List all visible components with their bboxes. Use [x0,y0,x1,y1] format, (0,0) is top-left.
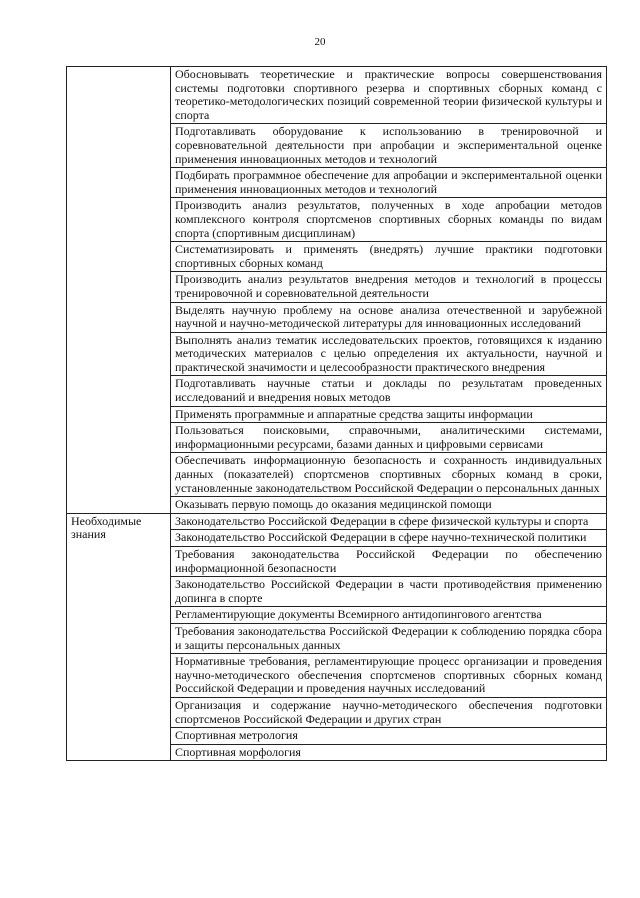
requirement-item: Подготавливать оборудование к использованию в тренировочной и соревновательной деятельности при апробации и экспериментальной оценке применения инновационных методов и технологий [171,124,607,168]
table-body [67,67,607,761]
requirement-item: Спортивная морфология [171,744,607,761]
requirement-item: Законодательство Российской Федерации в сфере научно-технической политики [171,530,607,547]
section-label-skills [67,67,171,514]
requirement-item: Регламентирующие документы Всемирного антидопингового агентства [171,607,607,624]
requirement-item: Подготавливать научные статьи и доклады по результатам проведенных исследований и внедрения новых методов [171,376,607,406]
requirement-item: Пользоваться поисковыми, справочными, аналитическими системами, информационными ресурсами, базами данных и цифровыми сервисами [171,423,607,453]
requirement-item: Обосновывать теоретические и практические вопросы совершенствования системы подготовки спортивного резерва и спортивных сборных команд с теоретико-методологических позиций современной теории физической культуры и спорта [171,67,607,124]
requirement-item: Систематизировать и применять (внедрять) лучшие практики подготовки спортивных сборных команд [171,242,607,272]
requirement-item: Законодательство Российской Федерации в части противодействия применению допинга в спорте [171,577,607,607]
requirements-table [66,66,607,761]
requirement-item: Производить анализ результатов внедрения методов и технологий в процессы тренировочной и соревновательной деятельности [171,272,607,302]
page-number: 20 [314,36,326,48]
requirement-item: Производить анализ результатов, полученных в ходе апробации методов комплексного контроля спортсменов спортивных сборных команды по видам спорта (спортивным дисциплинам) [171,198,607,242]
requirement-item: Требования законодательства Российской Федерации по обеспечению информационной безопасности [171,547,607,577]
table-row [67,67,607,124]
requirement-item: Обеспечивать информационную безопасность и сохранность индивидуальных данных (показателей) спортсменов спортивных сборных команд в сроки, установленные законодательством Российской Федерации о персональных данных [171,453,607,497]
requirement-item: Подбирать программное обеспечение для апробации и экспериментальной оценки применения инновационных методов и технологий [171,168,607,198]
requirement-item: Законодательство Российской Федерации в сфере физической культуры и спорта [171,513,607,530]
requirement-item: Нормативные требования, регламентирующие процесс организации и проведения научно-методического обеспечения спортсменов спортивных сборных команд Российской Федерации и проведения научных исследований [171,654,607,698]
requirement-item: Применять программные и аппаратные средства защиты информации [171,406,607,423]
requirement-item: Спортивная метрология [171,728,607,745]
requirement-item: Оказывать первую помощь до оказания медицинской помощи [171,497,607,514]
table-row [67,513,607,530]
requirement-item: Выполнять анализ тематик исследовательских проектов, готовящихся к изданию методических материалов с целью определения их актуальности, научной и практической значимости и целесообразности практического внедрения [171,332,607,376]
requirement-item: Требования законодательства Российской Федерации к соблюдению порядка сбора и защиты персональных данных [171,623,607,653]
section-label-knowledge: Необходимые знания [67,513,171,761]
requirement-item: Выделять научную проблему на основе анализа отечественной и зарубежной научной и научно-методической литературы для инновационных исследований [171,302,607,332]
requirement-item: Организация и содержание научно-методического обеспечения подготовки спортсменов Российской Федерации и других стран [171,697,607,727]
